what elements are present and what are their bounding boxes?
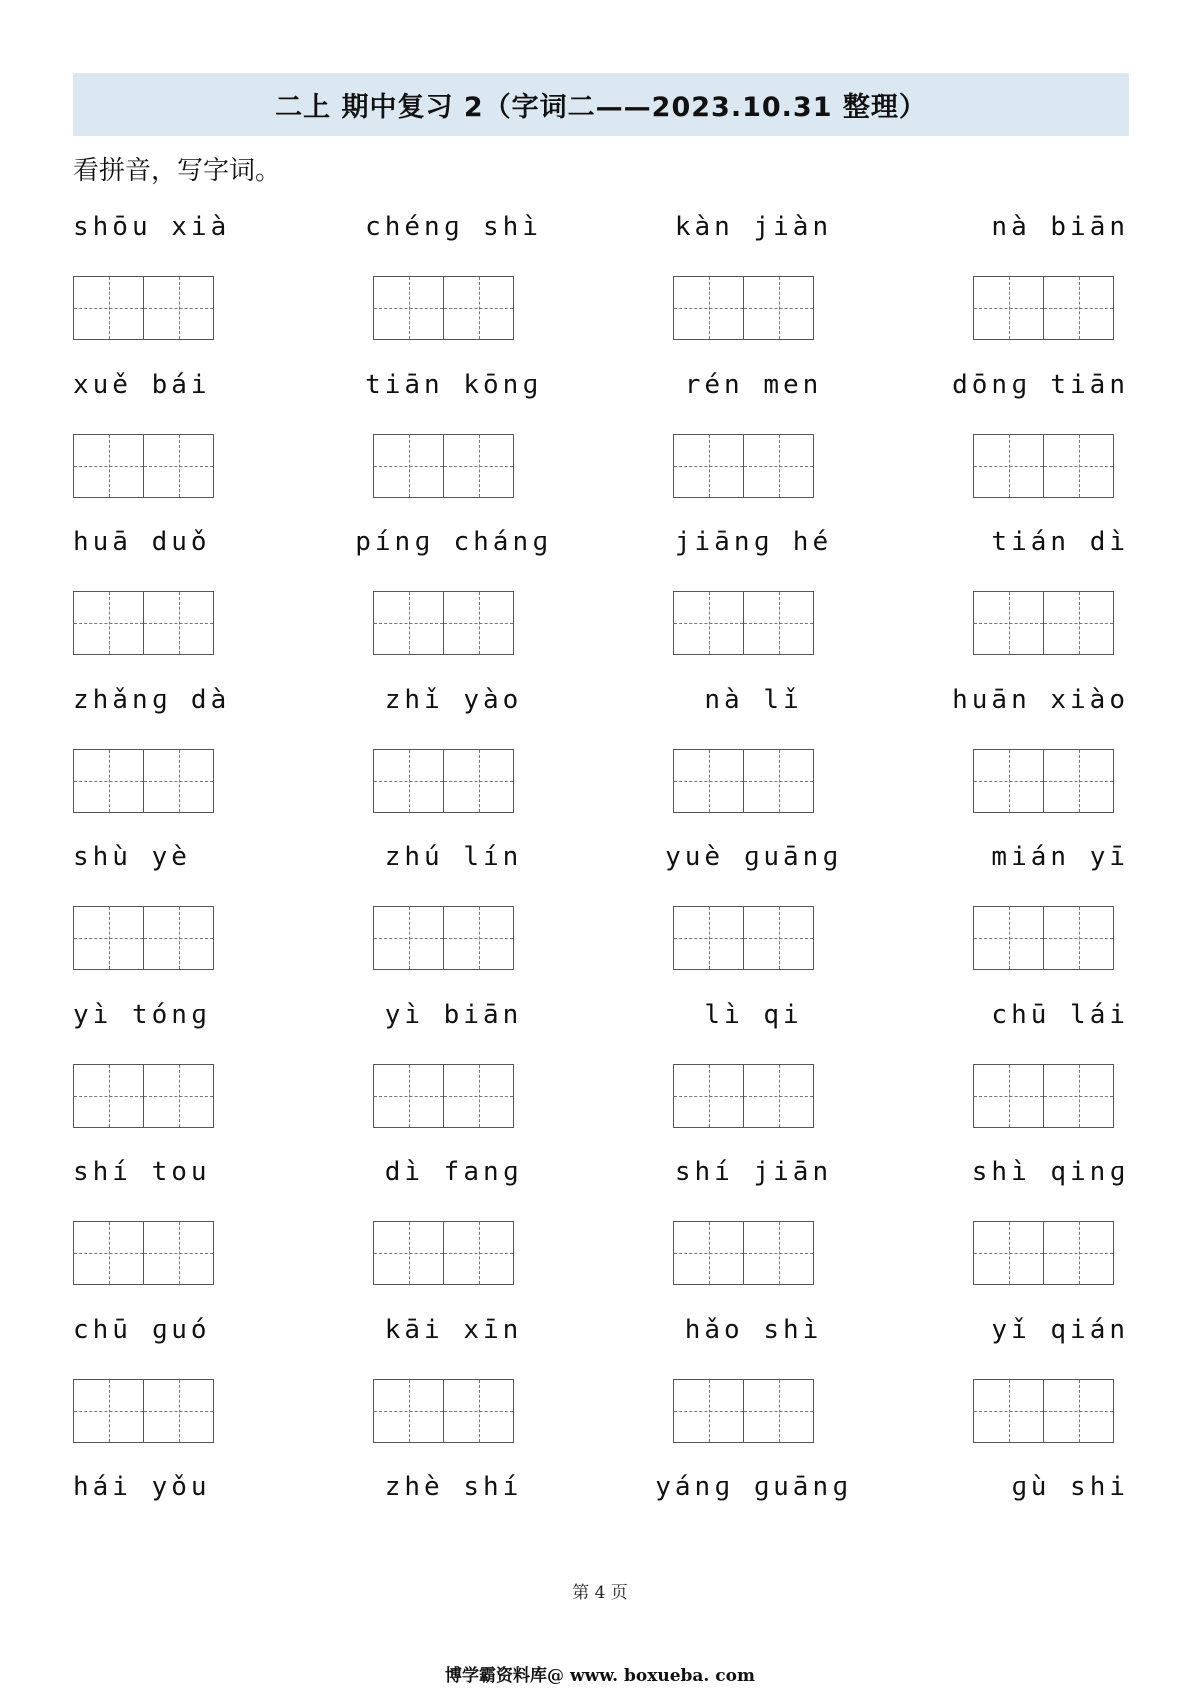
pinyin-label: shù yè — [73, 842, 191, 872]
pinyin-label: shí jiān — [674, 1157, 833, 1187]
word-cell — [355, 525, 633, 683]
tianzi-box[interactable] — [374, 435, 443, 497]
tianzi-box[interactable] — [74, 1380, 143, 1442]
tianzi-box[interactable] — [74, 435, 143, 497]
word-cell — [673, 683, 933, 841]
tianzi-box[interactable] — [143, 1222, 213, 1284]
grid-row — [73, 1155, 1129, 1313]
writing-boxes[interactable] — [673, 749, 814, 813]
word-cell — [373, 840, 633, 998]
tianzi-box[interactable] — [374, 907, 443, 969]
grid-row — [73, 210, 1129, 368]
tianzi-box[interactable] — [674, 1222, 743, 1284]
pinyin-label: jiānɡ hé — [674, 527, 833, 557]
writing-boxes[interactable] — [73, 906, 214, 970]
word-cell — [73, 840, 333, 998]
tianzi-box[interactable] — [1043, 750, 1113, 812]
tianzi-box[interactable] — [374, 592, 443, 654]
grid-row — [73, 840, 1129, 998]
tianzi-box[interactable] — [374, 277, 443, 339]
tianzi-box[interactable] — [974, 1222, 1043, 1284]
word-cell — [673, 368, 933, 526]
writing-boxes[interactable] — [73, 276, 214, 340]
word-cell — [373, 1155, 633, 1313]
word-cell — [973, 840, 1200, 998]
tianzi-box[interactable] — [743, 1222, 813, 1284]
tianzi-box[interactable] — [74, 1065, 143, 1127]
word-cell — [365, 368, 633, 526]
grid-row — [73, 525, 1129, 683]
word-cell — [673, 998, 933, 1156]
writing-boxes[interactable] — [973, 906, 1114, 970]
word-cell — [373, 1313, 633, 1471]
writing-boxes[interactable] — [673, 1064, 814, 1128]
tianzi-box[interactable] — [1043, 1380, 1113, 1442]
word-cell — [365, 210, 633, 368]
pinyin-label: yì tónɡ — [73, 999, 211, 1030]
tianzi-box[interactable] — [974, 435, 1043, 497]
pinyin-label: zhú lín — [384, 842, 523, 872]
tianzi-box[interactable] — [974, 1380, 1043, 1442]
pinyin-label: chū lái — [991, 999, 1129, 1030]
tianzi-box[interactable] — [743, 1065, 813, 1127]
tianzi-box[interactable] — [443, 1380, 513, 1442]
grid-row — [73, 998, 1129, 1156]
tianzi-box[interactable] — [974, 907, 1043, 969]
tianzi-box[interactable] — [143, 277, 213, 339]
tianzi-box[interactable] — [674, 1065, 743, 1127]
writing-boxes[interactable] — [373, 276, 514, 340]
tianzi-box[interactable] — [74, 277, 143, 339]
pinyin-label: shí tou — [73, 1157, 211, 1187]
writing-boxes[interactable] — [673, 591, 814, 655]
pinyin-label: yuè ɡuānɡ — [665, 842, 842, 872]
writing-boxes[interactable] — [973, 1379, 1114, 1443]
writing-boxes[interactable] — [373, 749, 514, 813]
word-cell — [973, 1313, 1200, 1471]
writing-boxes[interactable] — [973, 749, 1114, 813]
word-cell — [973, 998, 1200, 1156]
grid-row — [73, 368, 1129, 526]
word-cell — [73, 210, 333, 368]
pinyin-label: yǐ qián — [991, 1314, 1129, 1345]
tianzi-box[interactable] — [143, 907, 213, 969]
pinyin-label: nà biān — [991, 212, 1129, 242]
tianzi-box[interactable] — [1043, 1222, 1113, 1284]
pinyin-label: hái yǒu — [73, 1472, 211, 1502]
writing-boxes[interactable] — [73, 591, 214, 655]
tianzi-box[interactable] — [674, 750, 743, 812]
pinyin-label: yì biān — [384, 999, 523, 1030]
writing-boxes[interactable] — [73, 1379, 214, 1443]
pinyin-label: huā duǒ — [73, 527, 211, 557]
tianzi-box[interactable] — [974, 1065, 1043, 1127]
word-cell — [73, 368, 333, 526]
title-bar — [73, 73, 1129, 136]
pinyin-label: xuě bái — [73, 369, 211, 400]
word-cell — [73, 1313, 333, 1471]
tianzi-box[interactable] — [674, 277, 743, 339]
tianzi-box[interactable] — [443, 592, 513, 654]
tianzi-box[interactable] — [1043, 277, 1113, 339]
tianzi-box[interactable] — [443, 1065, 513, 1127]
pinyin-label: yánɡ ɡuānɡ — [655, 1472, 852, 1502]
tianzi-box[interactable] — [374, 1065, 443, 1127]
writing-boxes[interactable] — [73, 1064, 214, 1128]
pinyin-label: dōnɡ tiān — [952, 369, 1129, 400]
tianzi-box[interactable] — [74, 1222, 143, 1284]
footer-watermark: 博学霸资料库@ www. boxueba. com — [445, 1666, 755, 1686]
tianzi-box[interactable] — [743, 435, 813, 497]
tianzi-box[interactable] — [743, 1380, 813, 1442]
tianzi-box[interactable] — [974, 750, 1043, 812]
tianzi-box[interactable] — [443, 435, 513, 497]
tianzi-box[interactable] — [443, 907, 513, 969]
writing-boxes[interactable] — [373, 591, 514, 655]
writing-boxes[interactable] — [973, 276, 1114, 340]
tianzi-box[interactable] — [743, 907, 813, 969]
word-cell — [373, 998, 633, 1156]
pinyin-label: kàn jiàn — [674, 212, 833, 242]
tianzi-box[interactable] — [374, 1380, 443, 1442]
tianzi-box[interactable] — [374, 750, 443, 812]
word-cell — [373, 683, 633, 841]
tianzi-box[interactable] — [674, 435, 743, 497]
pinyin-label: tián dì — [991, 527, 1129, 557]
pinyin-label: chū ɡuó — [73, 1314, 211, 1345]
pinyin-label: kāi xīn — [384, 1314, 523, 1345]
tianzi-box[interactable] — [743, 750, 813, 812]
tianzi-box[interactable] — [1043, 907, 1113, 969]
tianzi-box[interactable] — [443, 750, 513, 812]
word-cell — [73, 998, 333, 1156]
writing-boxes[interactable] — [673, 276, 814, 340]
tianzi-box[interactable] — [374, 1222, 443, 1284]
pinyin-label: ɡù shi — [1011, 1472, 1129, 1502]
pinyin-label: zhǎnɡ dà — [73, 684, 231, 715]
page-title: 二上 期中复习 2（字词二——2023.10.31 整理） — [275, 92, 927, 123]
word-cell — [973, 210, 1200, 368]
tianzi-box[interactable] — [1043, 1065, 1113, 1127]
tianzi-box[interactable] — [143, 1065, 213, 1127]
writing-boxes[interactable] — [373, 1064, 514, 1128]
page-number: 第 4 页 — [572, 1583, 628, 1603]
writing-boxes[interactable] — [673, 1379, 814, 1443]
tianzi-box[interactable] — [143, 592, 213, 654]
pinyin-label: mián yī — [991, 842, 1129, 872]
writing-boxes[interactable] — [373, 1221, 514, 1285]
word-cell — [73, 683, 333, 841]
writing-boxes[interactable] — [73, 1221, 214, 1285]
tianzi-box[interactable] — [674, 592, 743, 654]
word-cell — [673, 210, 933, 368]
tianzi-box[interactable] — [743, 592, 813, 654]
word-cell — [673, 1155, 933, 1313]
word-cell — [673, 525, 933, 683]
word-cell — [973, 1155, 1200, 1313]
writing-boxes[interactable] — [373, 906, 514, 970]
pinyin-label: hǎo shì — [684, 1314, 823, 1345]
writing-boxes[interactable] — [973, 1221, 1114, 1285]
writing-boxes[interactable] — [73, 434, 214, 498]
tianzi-box[interactable] — [74, 592, 143, 654]
tianzi-box[interactable] — [674, 907, 743, 969]
pinyin-label: shōu xià — [73, 212, 231, 242]
tianzi-box[interactable] — [1043, 435, 1113, 497]
pinyin-label: huān xiào — [952, 684, 1129, 715]
pinyin-label: zhǐ yào — [384, 684, 523, 715]
tianzi-box[interactable] — [143, 750, 213, 812]
pinyin-label: lì qi — [704, 999, 803, 1030]
pinyin-label: zhè shí — [384, 1472, 523, 1502]
tianzi-box[interactable] — [974, 592, 1043, 654]
writing-boxes[interactable] — [973, 1064, 1114, 1128]
tianzi-box[interactable] — [443, 1222, 513, 1284]
word-cell — [73, 525, 333, 683]
grid-row — [73, 1313, 1129, 1471]
word-cell — [673, 1313, 933, 1471]
pinyin-label: rén men — [684, 369, 823, 400]
tianzi-box[interactable] — [743, 277, 813, 339]
word-cell — [73, 1155, 333, 1313]
pinyin-label: shì qinɡ — [971, 1157, 1129, 1187]
word-cell — [665, 840, 933, 998]
writing-boxes[interactable] — [973, 434, 1114, 498]
instruction: 看拼音，写字词。 — [73, 156, 282, 186]
writing-boxes[interactable] — [673, 1221, 814, 1285]
pinyin-label: tiān kōnɡ — [365, 369, 542, 400]
tianzi-box[interactable] — [143, 1380, 213, 1442]
pinyin-label: nà lǐ — [704, 684, 803, 715]
pinyin-label: pínɡ chánɡ — [355, 527, 552, 557]
tianzi-box[interactable] — [74, 750, 143, 812]
word-cell — [952, 368, 1200, 526]
pinyin-label: dì fanɡ — [384, 1157, 523, 1187]
writing-boxes[interactable] — [973, 591, 1114, 655]
pinyin-label: chénɡ shì — [365, 212, 542, 242]
writing-boxes[interactable] — [73, 749, 214, 813]
tianzi-box[interactable] — [674, 1380, 743, 1442]
tianzi-box[interactable] — [1043, 592, 1113, 654]
tianzi-box[interactable] — [443, 277, 513, 339]
tianzi-box[interactable] — [74, 907, 143, 969]
grid-row — [73, 683, 1129, 841]
word-cell — [973, 525, 1200, 683]
writing-boxes[interactable] — [373, 1379, 514, 1443]
tianzi-box[interactable] — [974, 277, 1043, 339]
word-cell — [952, 683, 1200, 841]
writing-boxes[interactable] — [673, 434, 814, 498]
pinyin-last-row — [73, 1470, 1129, 1510]
writing-boxes[interactable] — [373, 434, 514, 498]
writing-boxes[interactable] — [673, 906, 814, 970]
pinyin-grid — [73, 210, 1129, 1470]
tianzi-box[interactable] — [143, 435, 213, 497]
